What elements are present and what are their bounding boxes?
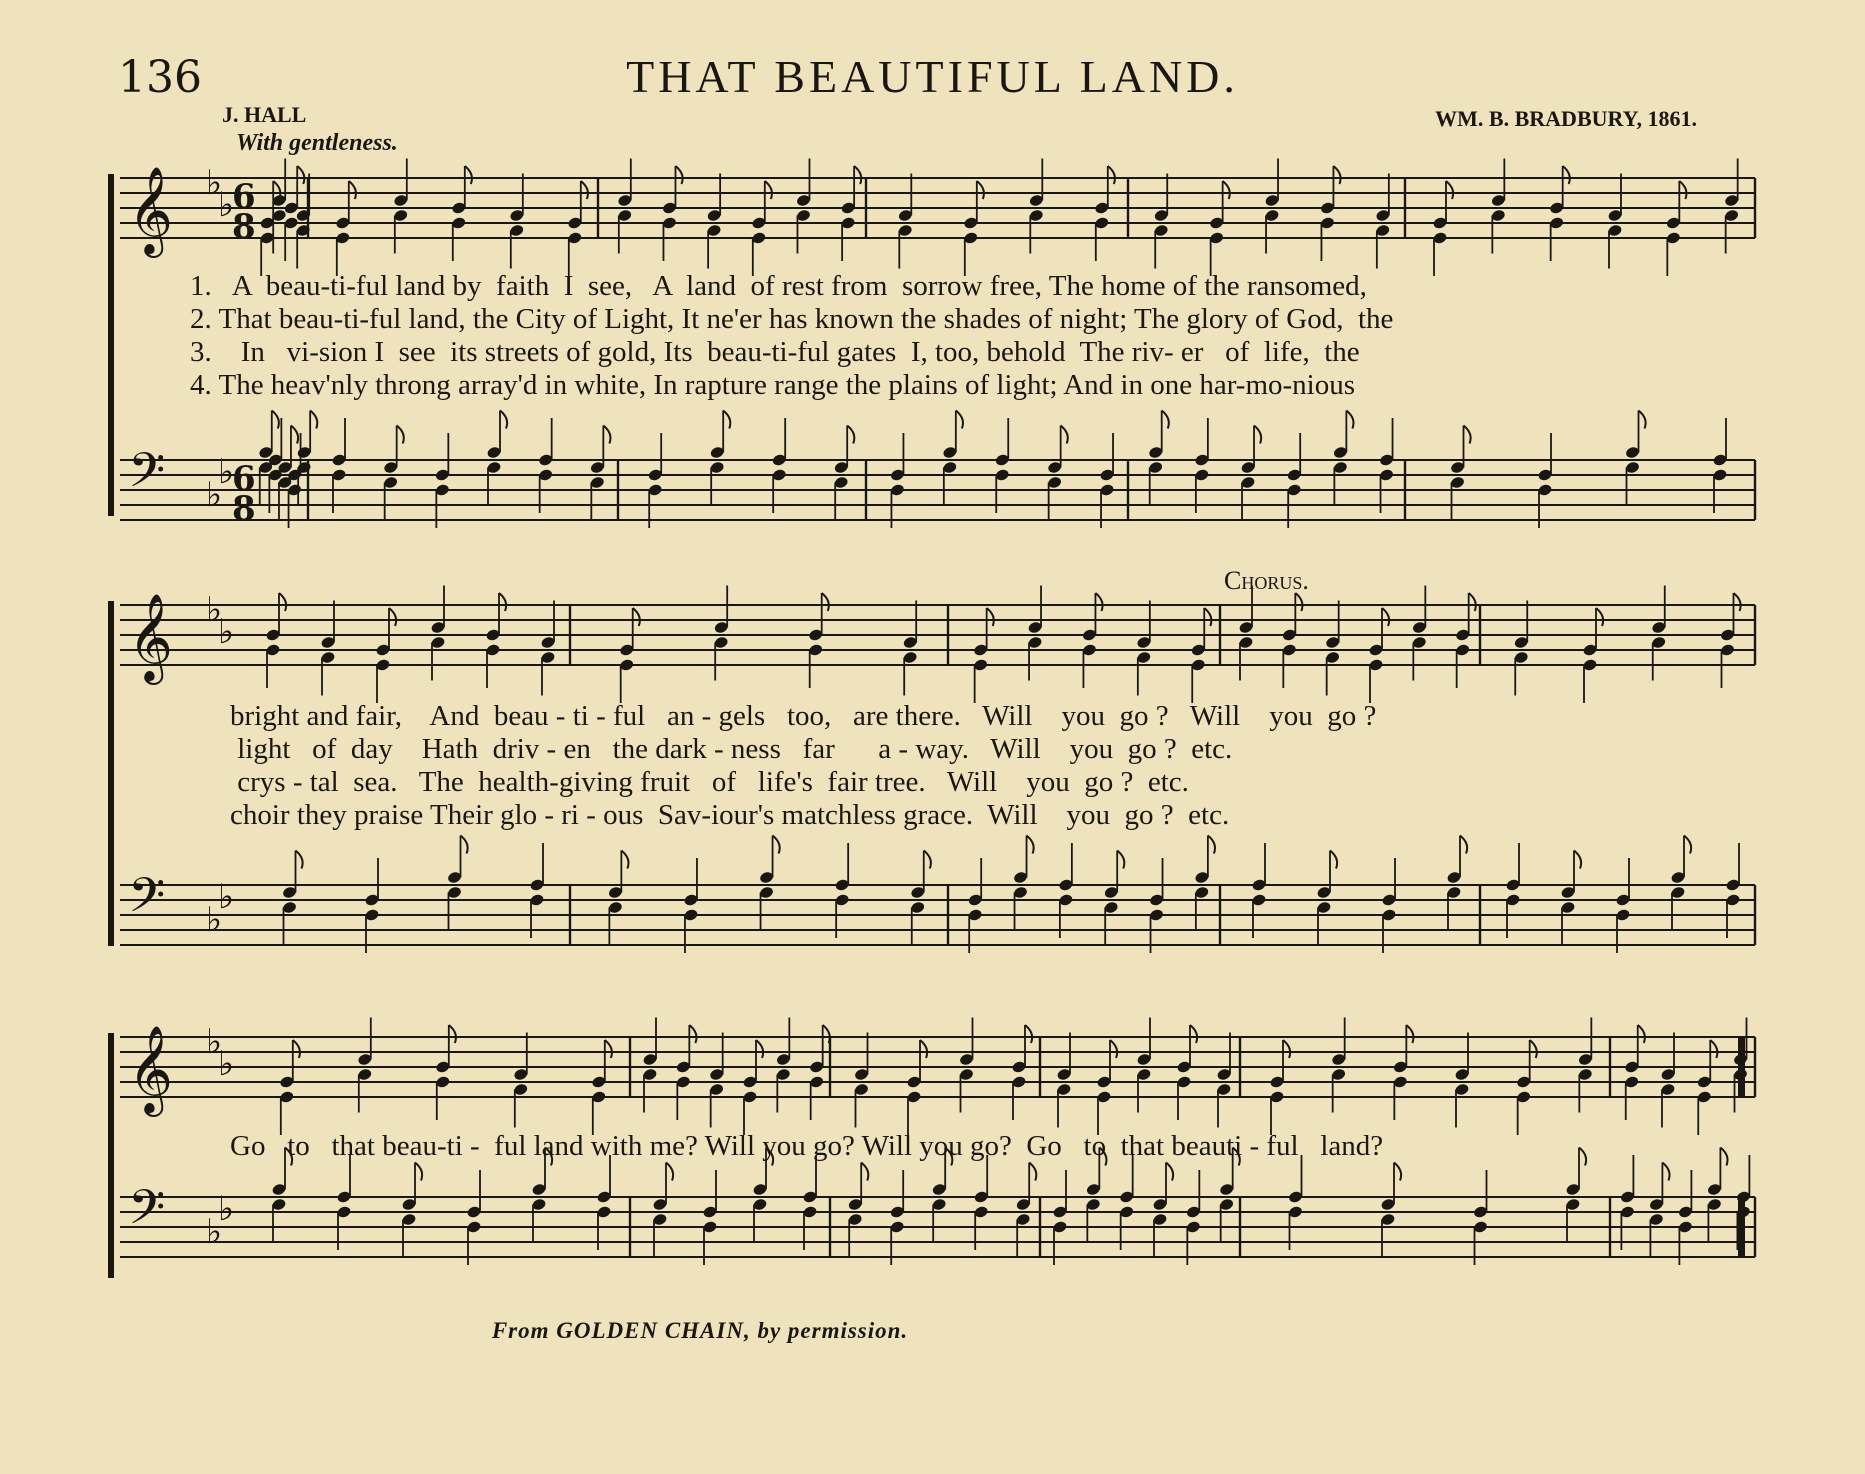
note-flag [389, 608, 396, 626]
note-flag [1574, 851, 1581, 869]
verse-line-4: 4. The heav'nly throng array'd in white, In rapture range the plains of light; And in one har-mo-nious [190, 369, 1356, 401]
note-flag [1190, 1025, 1197, 1043]
time-signature-top: 6 [232, 177, 256, 217]
flat-sign: ♭ [218, 1044, 235, 1084]
note-flag [1108, 166, 1115, 184]
system-bracket [108, 1033, 114, 1278]
note-flag [465, 166, 472, 184]
note-flag [1117, 851, 1124, 869]
bass-clef: 𝄢 [128, 1179, 166, 1247]
note-flag [1204, 608, 1211, 626]
note-flag [1027, 836, 1034, 854]
note-flag [1061, 426, 1068, 444]
note-flag [666, 1163, 673, 1181]
note-flag [1283, 1040, 1290, 1058]
note-flag [1025, 1025, 1032, 1043]
final-barline [1738, 1197, 1745, 1257]
flat-sign: ♭ [206, 590, 223, 630]
note-flag [605, 1040, 612, 1058]
flat-sign: ♭ [218, 877, 235, 917]
verse-line-3: 3. In vi-sion I see its streets of gold, Its beau-ti-ful gates I, too, behold The riv- er of life, the [190, 336, 1360, 368]
flat-sign: ♭ [206, 900, 223, 940]
note-flag [297, 166, 304, 184]
system3-line-1: Go to that beau-ti - ful land with me? Will you go? Will you go? Go to that beauti - ful land? [230, 1130, 1384, 1162]
note-flag [1330, 851, 1337, 869]
note-flag [1684, 836, 1691, 854]
system2-line-1: bright and fair, And beau - ti - ful an - gels too, are there. Will you go ? Will you go ? [230, 700, 1377, 732]
note-flag [823, 1025, 830, 1043]
note-flag [1734, 593, 1741, 611]
note-flag [499, 593, 506, 611]
note-flag [296, 851, 303, 869]
note-flag [1394, 1163, 1401, 1181]
note-flag [689, 1025, 696, 1043]
note-flag [1333, 166, 1340, 184]
system-bracket [108, 601, 114, 946]
note-flag [1029, 1163, 1036, 1181]
bass-clef: 𝄢 [128, 867, 166, 935]
note-flag [723, 411, 730, 429]
tempo-marking: With gentleness. [236, 130, 398, 156]
note-flag [1208, 836, 1215, 854]
note-flag [1638, 1025, 1645, 1043]
note-flag [920, 1040, 927, 1058]
flat-sign: ♭ [206, 1212, 223, 1252]
note-flag [1662, 1163, 1669, 1181]
final-barline [1738, 1037, 1745, 1097]
note-flag [924, 851, 931, 869]
source-credit: From GOLDEN CHAIN, by permission. [491, 1318, 909, 1343]
note-flag [415, 1163, 422, 1181]
note-flag [603, 426, 610, 444]
note-flag [1530, 1040, 1537, 1058]
flat-sign: ♭ [206, 163, 223, 203]
note-flag [500, 411, 507, 429]
verse-lyrics [190, 270, 1393, 402]
note-flag [1095, 593, 1102, 611]
flat-sign: ♭ [218, 452, 235, 492]
note-flag [279, 593, 286, 611]
note-flag [756, 1040, 763, 1058]
note-flag [397, 426, 404, 444]
flat-sign: ♭ [206, 1022, 223, 1062]
bass-clef: 𝄢 [128, 442, 166, 510]
note-flag [293, 1040, 300, 1058]
note-flag [1162, 411, 1169, 429]
time-signature-bottom: 8 [232, 489, 256, 529]
note-flag [822, 593, 829, 611]
note-flag [272, 411, 279, 429]
note-flag [633, 608, 640, 626]
treble-clef: 𝄞 [128, 592, 173, 681]
note-flag [449, 1025, 456, 1043]
composer: WM. B. BRADBURY, 1861. [1435, 106, 1697, 131]
note-flag [1254, 426, 1261, 444]
flat-sign: ♭ [218, 1189, 235, 1229]
note-flag [987, 608, 994, 626]
flat-sign: ♭ [218, 612, 235, 652]
note-flag [1464, 426, 1471, 444]
note-flag [1460, 836, 1467, 854]
note-flag [1223, 181, 1230, 199]
hymn-title: THAT BEAUTIFUL LAND. [626, 51, 1239, 102]
lyricist: J. HALL [222, 102, 307, 127]
note-flag [1710, 1040, 1717, 1058]
note-flag [1446, 181, 1453, 199]
treble-clef: 𝄞 [128, 165, 173, 254]
note-flag [1563, 166, 1570, 184]
chorus-label: Chorus. [1224, 566, 1309, 595]
note-flag [1679, 181, 1686, 199]
system-bracket [108, 174, 114, 516]
system2-line-3: crys - tal sea. The health-giving fruit of life's fair tree. Will you go ? etc. [230, 766, 1189, 798]
note-flag [1596, 608, 1603, 626]
note-flag [1110, 1040, 1117, 1058]
note-flag [1639, 411, 1646, 429]
system2-lyrics [230, 700, 1376, 832]
note-flag [291, 426, 298, 444]
treble-clef: 𝄞 [128, 1024, 173, 1113]
verse-line-2: 2. That beau-ti-ful land, the City of Light, It ne'er has known the shades of night; The glory of God, the [190, 303, 1394, 335]
note-flag [461, 836, 468, 854]
note-flag [1469, 593, 1476, 611]
note-flag [1406, 1025, 1413, 1043]
note-flag [847, 426, 854, 444]
note-flag [854, 166, 861, 184]
note-flag [773, 836, 780, 854]
flat-sign: ♭ [218, 185, 235, 225]
note-flag [581, 181, 588, 199]
note-flag [1579, 1148, 1586, 1166]
note-flag [956, 411, 963, 429]
note-flag [675, 166, 682, 184]
time-signature-bottom: 8 [232, 207, 256, 247]
note-flag [977, 181, 984, 199]
note-flag [1346, 411, 1353, 429]
note-flag [1382, 608, 1389, 626]
note-flag [765, 181, 772, 199]
system2-line-2: light of day Hath driv - en the dark - ness far a - way. Will you go ? etc. [230, 733, 1233, 765]
page-number: 136 [118, 52, 202, 103]
flat-sign: ♭ [206, 475, 223, 515]
note-flag [1720, 1148, 1727, 1166]
verse-line-1: 1. A beau-ti-ful land by faith I see, A land of rest from sorrow free, The home of the ransomed, [190, 270, 1367, 302]
note-flag [310, 411, 317, 429]
note-flag [349, 181, 356, 199]
note-flag [1166, 1163, 1173, 1181]
system2-line-4: choir they praise Their glo - ri - ous Sav-iour's matchless grace. Will you go ? etc. [230, 799, 1230, 831]
system3-lyrics [230, 1130, 1383, 1163]
time-signature-top: 6 [232, 459, 256, 499]
note-flag [861, 1163, 868, 1181]
note-flag [621, 851, 628, 869]
